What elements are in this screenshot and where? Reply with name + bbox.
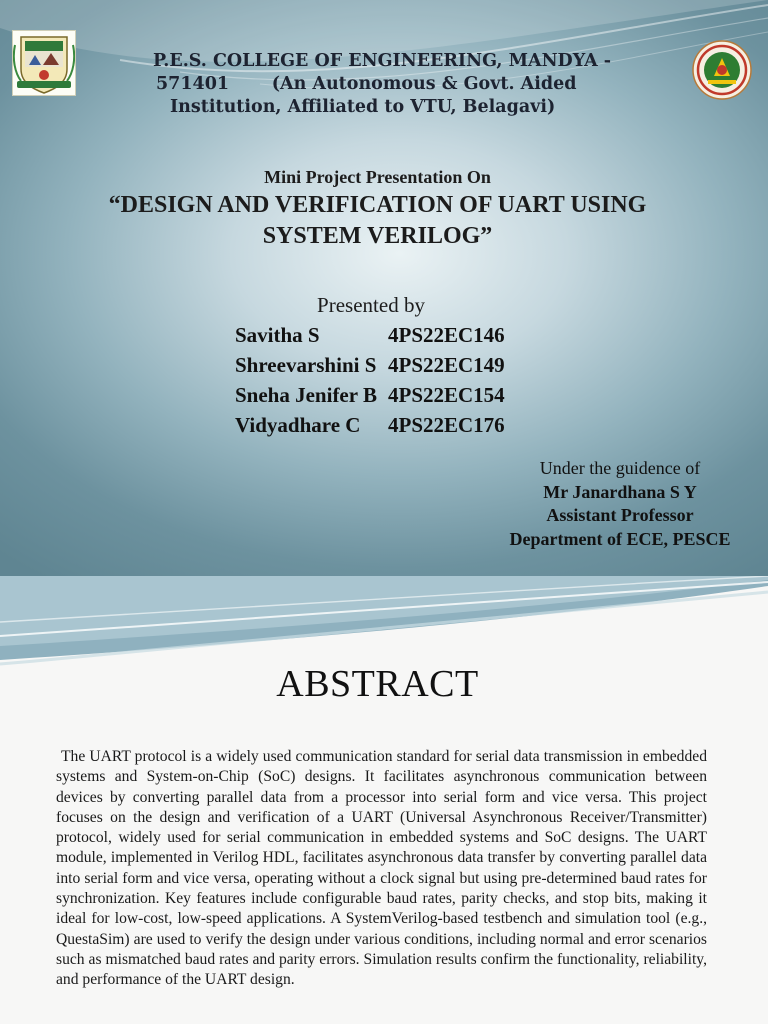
member-usn: 4PS22EC154 [388, 383, 505, 407]
college-header [150, 50, 670, 119]
team-member-row [235, 320, 505, 350]
member-name: Vidyadhare C [235, 413, 361, 437]
abstract-slide [0, 576, 768, 1024]
project-title-line-2: SYSTEM VERILOG” [262, 223, 493, 249]
project-title-line-1: “DESIGN AND VERIFICATION OF UART USING [108, 192, 647, 218]
college-name-line-3: Institution, Affiliated to VTU, Belagavi) [170, 97, 556, 117]
guide-name: Mr Janardhana S Y [543, 481, 697, 502]
team-member-row [235, 350, 505, 380]
team-members-list [235, 320, 505, 440]
team-member-row [235, 410, 505, 440]
college-name-line-1: P.E.S. COLLEGE OF ENGINEERING, MANDYA - [153, 51, 612, 71]
guide-block [470, 457, 768, 551]
college-crest-icon [12, 30, 76, 96]
team-member-row [235, 380, 505, 410]
member-usn: 4PS22EC176 [388, 413, 505, 437]
member-name: Sneha Jenifer B [235, 383, 377, 407]
abstract-heading: ABSTRACT [276, 663, 479, 705]
member-usn: 4PS22EC146 [388, 323, 505, 347]
guide-designation: Assistant Professor [546, 505, 694, 525]
presentation-subtitle: Mini Project Presentation On [264, 167, 491, 187]
guide-department: Department of ECE, PESCE [509, 528, 731, 549]
decorative-wave [0, 576, 768, 666]
guidance-label: Under the guidence of [539, 458, 701, 478]
member-name: Shreevarshini S [235, 353, 377, 377]
university-seal-icon [692, 40, 752, 100]
presented-by-label: Presented by [317, 293, 425, 317]
member-usn: 4PS22EC149 [388, 353, 505, 377]
member-name: Savitha S [235, 323, 320, 347]
college-name-line-2: 571401 (An Autonomous & Govt. Aided [156, 74, 577, 94]
abstract-paragraph: The UART protocol is a widely used communication standard for serial data transmission in embedded systems and System-on-Chip (SoC) designs. It facilitates asynchronous communication between devices by converting parallel data from a processor into serial form and vice versa. This project focuses on the design and verification of a UART (Universal Asynchronous Receiver/Transmitter) protocol, widely used for serial communication in embedded systems and SoC designs. The UART module, implemented in Verilog HDL, facilitates asynchronous data transfer by converting parallel data into serial form and vice versa, operating without a clock signal but using pre-determined baud rates for synchronization. Key features include configurable baud rates, parity checks, and stop bits, making it ideal for low-cost, low-speed applications. A SystemVerilog-based testbench and simulation tool (e.g., QuestaSim) are used to verify the design under various conditions, including normal and error scenarios such as mismatched baud rates and parity errors. Simulation results confirm the functionality, reliability, and performance of the UART design. [56, 748, 707, 989]
project-title [0, 190, 755, 252]
